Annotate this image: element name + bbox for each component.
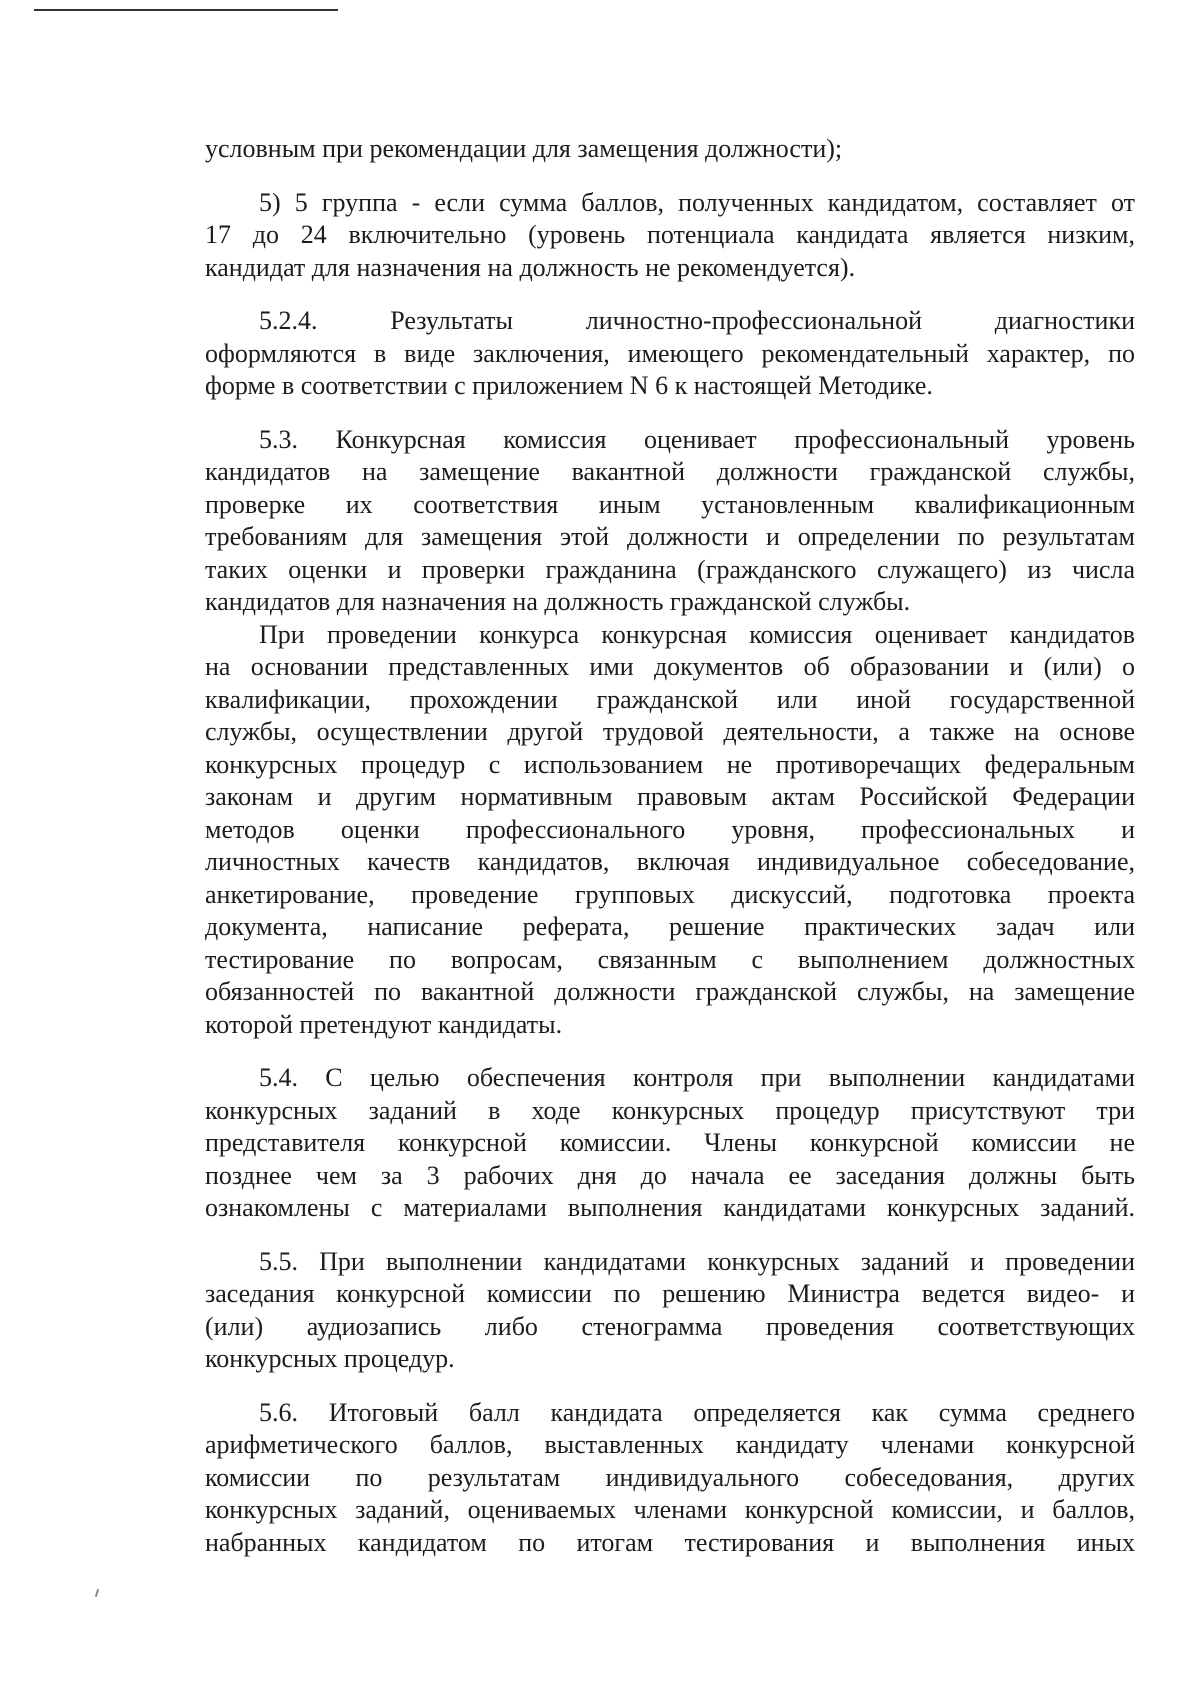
text-line: 5.4. С целью обеспечения контроля при выполнении кандидатами	[259, 1063, 1135, 1092]
paragraph	[205, 1062, 1135, 1225]
paragraph-gap	[205, 1225, 1135, 1246]
text-line: проверке их соответствия иным установленным квалификационным	[205, 489, 1135, 519]
text-line: кандидатов на замещение вакантной должности гражданской службы,	[205, 457, 1135, 486]
text-line: набранных кандидатом по итогам тестирования и выполнения иных	[205, 1527, 1135, 1557]
text-line: конкурсных процедур.	[205, 1344, 455, 1373]
text-line: законам и другим нормативным правовым актам Российской Федерации	[205, 782, 1135, 811]
text-line: При проведении конкурса конкурсная комиссия оценивает кандидатов	[259, 619, 1135, 649]
text-line: форме в соответствии с приложением N 6 к настоящей Методике.	[205, 371, 933, 400]
top-rule	[34, 9, 338, 11]
paragraph	[205, 619, 1135, 1042]
text-line: таких оценки и проверки гражданина (гражданского служащего) из числа	[205, 554, 1135, 584]
paragraph-gap	[205, 403, 1135, 424]
text-line: которой претендуют кандидаты.	[205, 1009, 563, 1039]
scan-mark	[95, 1589, 99, 1597]
text-line: документа, написание реферата, решение практических задач или	[205, 912, 1135, 941]
text-line: анкетирование, проведение групповых дискуссий, подготовка проекта	[205, 879, 1135, 909]
text-line: арифметического баллов, выставленных кандидату членами конкурсной	[205, 1430, 1135, 1459]
paragraph-gap	[205, 1376, 1135, 1397]
text-line: личностных качеств кандидатов, включая индивидуальное собеседование,	[205, 847, 1135, 876]
text-line: (или) аудиозапись либо стенограмма проведения соответствующих	[205, 1311, 1135, 1341]
text-line: комиссии по результатам индивидуального собеседования, других	[205, 1462, 1135, 1492]
text-line: 17 до 24 включительно (уровень потенциала кандидата является низким,	[205, 220, 1135, 249]
text-line: 5.2.4. Результаты личностно-профессиональной диагностики	[259, 306, 1135, 335]
text-line: кандидатов для назначения на должность гражданской службы.	[205, 587, 911, 616]
text-line: квалификации, прохождении гражданской или иной государственной	[205, 684, 1135, 714]
paragraph	[205, 305, 1135, 403]
text-line: конкурсных заданий, оцениваемых членами конкурсной комиссии, и баллов,	[205, 1495, 1135, 1524]
text-line: конкурсных процедур с использованием не противоречащих федеральным	[205, 749, 1135, 779]
text-line: условным при рекомендации для замещения должности);	[205, 134, 843, 163]
text-line: 5.3. Конкурсная комиссия оценивает профессиональный уровень	[259, 424, 1135, 454]
text-line: кандидат для назначения на должность не рекомендуется).	[205, 252, 856, 282]
text-line: представителя конкурсной комиссии. Члены конкурсной комиссии не	[205, 1128, 1135, 1157]
paragraph-gap	[205, 1041, 1135, 1062]
text-line: конкурсных заданий в ходе конкурсных процедур присутствуют три	[205, 1095, 1135, 1125]
text-line: 5.5. При выполнении кандидатами конкурсных заданий и проведении	[259, 1246, 1135, 1276]
text-line: оформляются в виде заключения, имеющего рекомендательный характер, по	[205, 338, 1135, 368]
text-line: службы, осуществлении другой трудовой деятельности, а также на основе	[205, 717, 1135, 746]
text-line: ознакомлены с материалами выполнения кандидатами конкурсных заданий.	[205, 1193, 1135, 1222]
document-page	[205, 133, 1135, 1559]
text-line: обязанностей по вакантной должности гражданской службы, на замещение	[205, 977, 1135, 1006]
text-line: на основании представленных ими документов об образовании и (или) о	[205, 652, 1135, 681]
text-line: позднее чем за 3 рабочих дня до начала ее заседания должны быть	[205, 1160, 1135, 1190]
paragraph-gap	[205, 166, 1135, 187]
paragraph	[205, 133, 1135, 166]
text-line: 5) 5 группа - если сумма баллов, полученных кандидатом, составляет от	[259, 187, 1135, 217]
paragraph-gap	[205, 284, 1135, 305]
paragraph	[205, 187, 1135, 285]
paragraph	[205, 1246, 1135, 1376]
text-line: требованиям для замещения этой должности и определении по результатам	[205, 522, 1135, 551]
text-line: тестирование по вопросам, связанным с выполнением должностных	[205, 944, 1135, 974]
text-line: 5.6. Итоговый балл кандидата определяется как сумма среднего	[259, 1397, 1135, 1427]
paragraph	[205, 1397, 1135, 1560]
text-line: заседания конкурсной комиссии по решению Министра ведется видео- и	[205, 1279, 1135, 1308]
paragraph	[205, 424, 1135, 619]
text-line: методов оценки профессионального уровня, профессиональных и	[205, 814, 1135, 844]
